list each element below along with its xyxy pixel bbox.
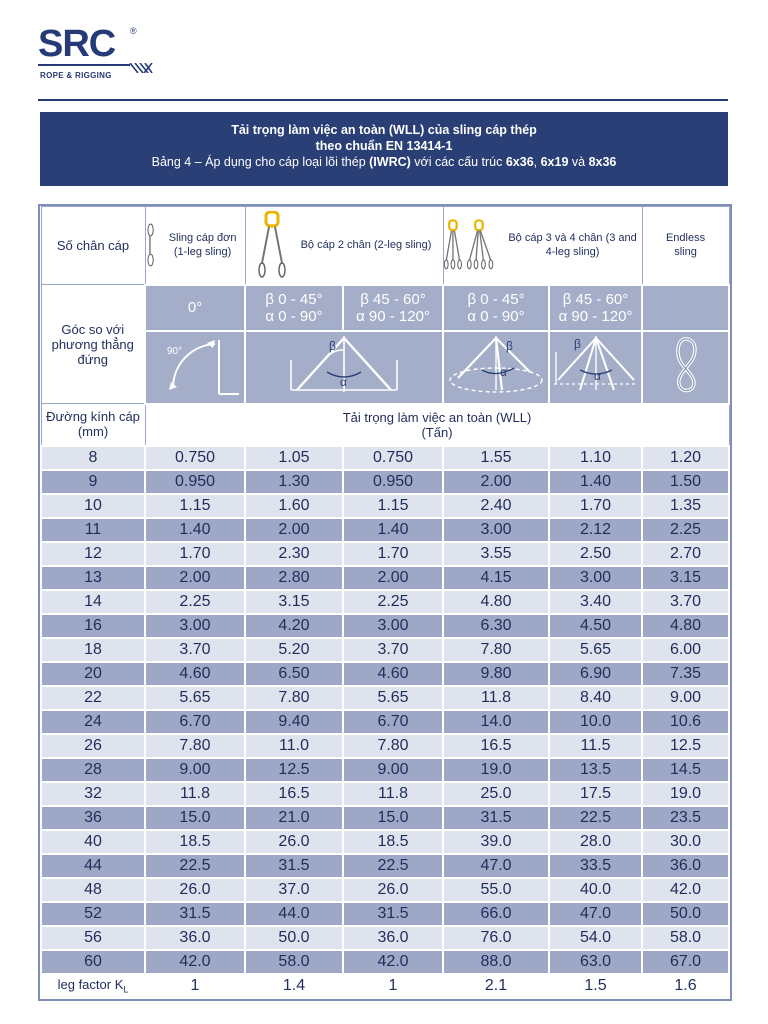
wll-4leg-high-cell: 17.5 xyxy=(549,782,642,806)
wll-endless-cell: 1.20 xyxy=(642,446,729,470)
multi-leg-header xyxy=(443,207,642,285)
wll-4leg-low-cell: 3.55 xyxy=(443,542,549,566)
wll-4leg-high-cell: 54.0 xyxy=(549,926,642,950)
wll-2leg-low-cell: 26.0 xyxy=(245,830,343,854)
wll-2leg-high-cell: 42.0 xyxy=(343,950,443,974)
wll-endless-cell: 30.0 xyxy=(642,830,729,854)
two-leg-angle-diagram xyxy=(269,332,419,398)
wll-1leg-cell: 2.25 xyxy=(145,590,245,614)
diameter-cell: 40 xyxy=(41,830,145,854)
wll-4leg-low-cell: 66.0 xyxy=(443,902,549,926)
diagram-3leg-cell xyxy=(443,331,549,404)
wll-data-body xyxy=(41,446,729,974)
wll-endless-cell: 36.0 xyxy=(642,854,729,878)
wll-1leg-cell: 18.5 xyxy=(145,830,245,854)
wll-4leg-high-cell: 1.40 xyxy=(549,470,642,494)
wll-1leg-cell: 42.0 xyxy=(145,950,245,974)
table-row xyxy=(41,566,729,590)
wll-endless-cell: 4.80 xyxy=(642,614,729,638)
wll-2leg-low-cell: 5.20 xyxy=(245,638,343,662)
four-leg-angle-diagram xyxy=(550,332,642,398)
diagram-90-label: 90° xyxy=(167,345,183,357)
wll-endless-cell: 6.00 xyxy=(642,638,729,662)
wll-4leg-high-cell: 8.40 xyxy=(549,686,642,710)
wll-1leg-cell: 26.0 xyxy=(145,878,245,902)
table-row xyxy=(41,638,729,662)
diameter-cell: 14 xyxy=(41,590,145,614)
wll-endless-cell: 9.00 xyxy=(642,686,729,710)
wll-endless-cell: 1.35 xyxy=(642,494,729,518)
wll-4leg-high-cell: 3.40 xyxy=(549,590,642,614)
wll-4leg-high-cell: 10.0 xyxy=(549,710,642,734)
wll-table xyxy=(40,206,730,999)
wll-endless-cell: 7.35 xyxy=(642,662,729,686)
diagram-4leg-cell xyxy=(549,331,642,404)
angle-single: 0° xyxy=(145,285,245,331)
wll-2leg-low-cell: 50.0 xyxy=(245,926,343,950)
wll-2leg-low-cell: 44.0 xyxy=(245,902,343,926)
wll-1leg-cell: 0.750 xyxy=(145,446,245,470)
leg-factor-2leg-high: 1 xyxy=(343,974,443,998)
wll-2leg-high-cell: 6.70 xyxy=(343,710,443,734)
wll-4leg-low-cell: 25.0 xyxy=(443,782,549,806)
wll-endless-cell: 2.25 xyxy=(642,518,729,542)
table-row xyxy=(41,542,729,566)
diameter-cell: 12 xyxy=(41,542,145,566)
wll-1leg-cell: 22.5 xyxy=(145,854,245,878)
table-row xyxy=(41,854,729,878)
diagram-2leg-beta: β xyxy=(329,338,336,353)
wll-2leg-low-cell: 58.0 xyxy=(245,950,343,974)
table-row xyxy=(41,518,729,542)
leg-factor-4leg-low: 2.1 xyxy=(443,974,549,998)
table-row xyxy=(41,494,729,518)
wll-2leg-low-cell: 1.05 xyxy=(245,446,343,470)
wll-2leg-low-cell: 7.80 xyxy=(245,686,343,710)
diameter-label: Đường kính cáp (mm) xyxy=(41,404,145,446)
wll-4leg-high-cell: 6.90 xyxy=(549,662,642,686)
wll-4leg-low-cell: 76.0 xyxy=(443,926,549,950)
wll-4leg-high-cell: 3.00 xyxy=(549,566,642,590)
wll-4leg-high-cell: 2.50 xyxy=(549,542,642,566)
wll-2leg-high-cell: 36.0 xyxy=(343,926,443,950)
diameter-cell: 48 xyxy=(41,878,145,902)
wll-2leg-high-cell: 31.5 xyxy=(343,902,443,926)
wll-4leg-low-cell: 2.00 xyxy=(443,470,549,494)
wll-2leg-low-cell: 16.5 xyxy=(245,782,343,806)
wll-2leg-high-cell: 1.40 xyxy=(343,518,443,542)
header-rule xyxy=(38,99,728,101)
wll-2leg-high-cell: 2.00 xyxy=(343,566,443,590)
wll-4leg-low-cell: 39.0 xyxy=(443,830,549,854)
diameter-cell: 18 xyxy=(41,638,145,662)
wll-4leg-high-cell: 2.12 xyxy=(549,518,642,542)
diameter-cell: 32 xyxy=(41,782,145,806)
diagram-3leg-alpha: α xyxy=(500,364,507,379)
wll-1leg-cell: 36.0 xyxy=(145,926,245,950)
wll-4leg-low-cell: 16.5 xyxy=(443,734,549,758)
wll-1leg-cell: 0.950 xyxy=(145,470,245,494)
title-banner xyxy=(40,112,728,186)
logo-wordmark: SRC xyxy=(38,23,116,65)
wll-endless-cell: 14.5 xyxy=(642,758,729,782)
banner-line-2: theo chuẩn EN 13414-1 xyxy=(315,139,453,153)
wll-2leg-high-cell: 3.00 xyxy=(343,614,443,638)
table-row xyxy=(41,926,729,950)
wll-2leg-high-cell: 11.8 xyxy=(343,782,443,806)
wll-4leg-low-cell: 19.0 xyxy=(443,758,549,782)
single-leg-sling-icon xyxy=(146,212,155,278)
three-leg-angle-diagram xyxy=(444,332,548,398)
leg-factor-endless: 1.6 xyxy=(642,974,729,998)
wll-2leg-low-cell: 11.0 xyxy=(245,734,343,758)
angle-2leg-high: β 45 - 60° α 90 - 120° xyxy=(343,285,443,331)
diagram-2leg-cell xyxy=(245,331,443,404)
wll-2leg-high-cell: 22.5 xyxy=(343,854,443,878)
table-row xyxy=(41,734,729,758)
wll-4leg-high-cell: 1.10 xyxy=(549,446,642,470)
logo-tagline: ROPE & RIGGING xyxy=(40,71,112,80)
three-four-leg-sling-icon xyxy=(444,211,496,279)
multi-leg-label: Bộ cáp 3 và 4 chân (3 and 4-leg sling) xyxy=(508,232,637,259)
wll-2leg-high-cell: 26.0 xyxy=(343,878,443,902)
wll-1leg-cell: 1.70 xyxy=(145,542,245,566)
diameter-cell: 8 xyxy=(41,446,145,470)
wll-2leg-high-cell: 7.80 xyxy=(343,734,443,758)
wll-4leg-low-cell: 2.40 xyxy=(443,494,549,518)
wll-2leg-low-cell: 1.30 xyxy=(245,470,343,494)
diameter-cell: 16 xyxy=(41,614,145,638)
diagram-4leg-beta: β xyxy=(574,336,581,351)
wll-2leg-high-cell: 3.70 xyxy=(343,638,443,662)
diameter-cell: 11 xyxy=(41,518,145,542)
legs-label: Số chân cáp xyxy=(41,207,145,285)
wll-1leg-cell: 5.65 xyxy=(145,686,245,710)
wll-2leg-low-cell: 2.00 xyxy=(245,518,343,542)
wll-endless-cell: 3.15 xyxy=(642,566,729,590)
wll-2leg-low-cell: 4.20 xyxy=(245,614,343,638)
two-leg-sling-icon xyxy=(257,211,287,279)
diameter-cell: 13 xyxy=(41,566,145,590)
endless-label: Endless sling xyxy=(665,232,706,259)
wll-2leg-low-cell: 21.0 xyxy=(245,806,343,830)
table-row xyxy=(41,878,729,902)
wll-1leg-cell: 31.5 xyxy=(145,902,245,926)
banner-line-1: Tải trọng làm việc an toàn (WLL) của sling cáp thép xyxy=(231,123,537,137)
wll-2leg-low-cell: 37.0 xyxy=(245,878,343,902)
diagram-endless-cell xyxy=(642,331,729,404)
angle-label: Góc so với phương thẳng đứng xyxy=(41,285,145,404)
diameter-cell: 28 xyxy=(41,758,145,782)
wll-1leg-cell: 1.40 xyxy=(145,518,245,542)
diameter-cell: 52 xyxy=(41,902,145,926)
angle-4leg-low: β 0 - 45° α 0 - 90° xyxy=(443,285,549,331)
wll-endless-cell: 67.0 xyxy=(642,950,729,974)
wll-2leg-high-cell: 0.950 xyxy=(343,470,443,494)
wll-4leg-high-cell: 11.5 xyxy=(549,734,642,758)
wll-4leg-low-cell: 31.5 xyxy=(443,806,549,830)
single-leg-header xyxy=(145,207,245,285)
wll-2leg-low-cell: 2.80 xyxy=(245,566,343,590)
wll-4leg-low-cell: 11.8 xyxy=(443,686,549,710)
diagram-2leg-alpha: α xyxy=(340,374,347,389)
wll-4leg-high-cell: 5.65 xyxy=(549,638,642,662)
diagram-3leg-beta: β xyxy=(506,338,513,353)
single-leg-label: Sling cáp đơn (1-leg sling) xyxy=(168,232,237,259)
leg-factor-4leg-high: 1.5 xyxy=(549,974,642,998)
table-row xyxy=(41,446,729,470)
wll-2leg-high-cell: 15.0 xyxy=(343,806,443,830)
wll-4leg-low-cell: 6.30 xyxy=(443,614,549,638)
wll-endless-cell: 50.0 xyxy=(642,902,729,926)
registered-mark: ® xyxy=(130,26,137,36)
column-caption-row xyxy=(41,404,729,446)
wll-endless-cell: 2.70 xyxy=(642,542,729,566)
wll-1leg-cell: 6.70 xyxy=(145,710,245,734)
wll-endless-cell: 10.6 xyxy=(642,710,729,734)
wll-4leg-high-cell: 47.0 xyxy=(549,902,642,926)
wll-2leg-low-cell: 2.30 xyxy=(245,542,343,566)
wll-endless-cell: 3.70 xyxy=(642,590,729,614)
diameter-cell: 9 xyxy=(41,470,145,494)
wll-2leg-high-cell: 0.750 xyxy=(343,446,443,470)
wll-2leg-high-cell: 5.65 xyxy=(343,686,443,710)
legs-header-row xyxy=(41,207,729,285)
wll-2leg-low-cell: 31.5 xyxy=(245,854,343,878)
wll-2leg-high-cell: 1.15 xyxy=(343,494,443,518)
wll-1leg-cell: 7.80 xyxy=(145,734,245,758)
table-row xyxy=(41,710,729,734)
wll-1leg-cell: 1.15 xyxy=(145,494,245,518)
wll-2leg-low-cell: 6.50 xyxy=(245,662,343,686)
wll-4leg-high-cell: 13.5 xyxy=(549,758,642,782)
wll-endless-cell: 1.50 xyxy=(642,470,729,494)
wll-1leg-cell: 3.70 xyxy=(145,638,245,662)
wll-4leg-high-cell: 1.70 xyxy=(549,494,642,518)
wll-4leg-high-cell: 22.5 xyxy=(549,806,642,830)
wll-4leg-high-cell: 4.50 xyxy=(549,614,642,638)
diameter-cell: 36 xyxy=(41,806,145,830)
diameter-cell: 26 xyxy=(41,734,145,758)
wll-4leg-low-cell: 3.00 xyxy=(443,518,549,542)
wll-2leg-low-cell: 9.40 xyxy=(245,710,343,734)
diagram-single-cell xyxy=(145,331,245,404)
wll-endless-cell: 19.0 xyxy=(642,782,729,806)
wll-2leg-high-cell: 1.70 xyxy=(343,542,443,566)
endless-header xyxy=(642,207,729,285)
table-row xyxy=(41,902,729,926)
wll-2leg-low-cell: 1.60 xyxy=(245,494,343,518)
wll-label: Tải trọng làm việc an toàn (WLL) (Tấn) xyxy=(145,404,729,446)
table-row xyxy=(41,590,729,614)
wll-1leg-cell: 3.00 xyxy=(145,614,245,638)
table-row xyxy=(41,686,729,710)
leg-factor-1leg: 1 xyxy=(145,974,245,998)
endless-sling-icon xyxy=(666,335,706,395)
wll-4leg-low-cell: 1.55 xyxy=(443,446,549,470)
wll-2leg-high-cell: 18.5 xyxy=(343,830,443,854)
wll-4leg-low-cell: 4.80 xyxy=(443,590,549,614)
table-row xyxy=(41,806,729,830)
wll-4leg-high-cell: 63.0 xyxy=(549,950,642,974)
wll-1leg-cell: 15.0 xyxy=(145,806,245,830)
wll-4leg-high-cell: 33.5 xyxy=(549,854,642,878)
wll-1leg-cell: 2.00 xyxy=(145,566,245,590)
vertical-angle-diagram xyxy=(147,332,243,398)
table-row xyxy=(41,758,729,782)
table-row xyxy=(41,830,729,854)
wll-endless-cell: 42.0 xyxy=(642,878,729,902)
wll-4leg-low-cell: 47.0 xyxy=(443,854,549,878)
angle-values-row xyxy=(41,285,729,331)
angle-diagram-row xyxy=(41,331,729,404)
wll-2leg-high-cell: 4.60 xyxy=(343,662,443,686)
wll-1leg-cell: 9.00 xyxy=(145,758,245,782)
wll-4leg-high-cell: 28.0 xyxy=(549,830,642,854)
table-row xyxy=(41,470,729,494)
diameter-cell: 24 xyxy=(41,710,145,734)
wll-1leg-cell: 4.60 xyxy=(145,662,245,686)
leg-factor-row xyxy=(41,974,729,998)
wll-endless-cell: 23.5 xyxy=(642,806,729,830)
wll-2leg-low-cell: 12.5 xyxy=(245,758,343,782)
wll-4leg-low-cell: 14.0 xyxy=(443,710,549,734)
diameter-cell: 56 xyxy=(41,926,145,950)
wll-4leg-low-cell: 7.80 xyxy=(443,638,549,662)
wll-4leg-high-cell: 40.0 xyxy=(549,878,642,902)
table-row xyxy=(41,614,729,638)
brand-logo xyxy=(38,23,158,86)
two-leg-label: Bộ cáp 2 chân (2-leg sling) xyxy=(300,239,432,252)
diameter-cell: 44 xyxy=(41,854,145,878)
angle-endless-empty xyxy=(642,285,729,331)
diameter-cell: 20 xyxy=(41,662,145,686)
diameter-cell: 22 xyxy=(41,686,145,710)
angle-2leg-low: β 0 - 45° α 0 - 90° xyxy=(245,285,343,331)
wll-4leg-low-cell: 88.0 xyxy=(443,950,549,974)
wll-2leg-high-cell: 2.25 xyxy=(343,590,443,614)
wll-2leg-high-cell: 9.00 xyxy=(343,758,443,782)
wll-1leg-cell: 11.8 xyxy=(145,782,245,806)
wll-4leg-low-cell: 4.15 xyxy=(443,566,549,590)
table-row xyxy=(41,950,729,974)
wll-4leg-low-cell: 9.80 xyxy=(443,662,549,686)
angle-4leg-high: β 45 - 60° α 90 - 120° xyxy=(549,285,642,331)
diagram-4leg-alpha: α xyxy=(594,368,601,383)
banner-line-3: Bảng 4 – Áp dụng cho cáp loại lõi thép (IWRC) với các cấu trúc 6x36, 6x19 và 8x36 xyxy=(151,155,617,169)
table-row xyxy=(41,662,729,686)
wll-endless-cell: 12.5 xyxy=(642,734,729,758)
table-row xyxy=(41,782,729,806)
diameter-cell: 10 xyxy=(41,494,145,518)
leg-factor-2leg-low: 1.4 xyxy=(245,974,343,998)
two-leg-header xyxy=(245,207,443,285)
wll-4leg-low-cell: 55.0 xyxy=(443,878,549,902)
diameter-cell: 60 xyxy=(41,950,145,974)
leg-factor-label: leg factor $K_L$ xyxy=(41,974,145,998)
wll-2leg-low-cell: 3.15 xyxy=(245,590,343,614)
wll-endless-cell: 58.0 xyxy=(642,926,729,950)
